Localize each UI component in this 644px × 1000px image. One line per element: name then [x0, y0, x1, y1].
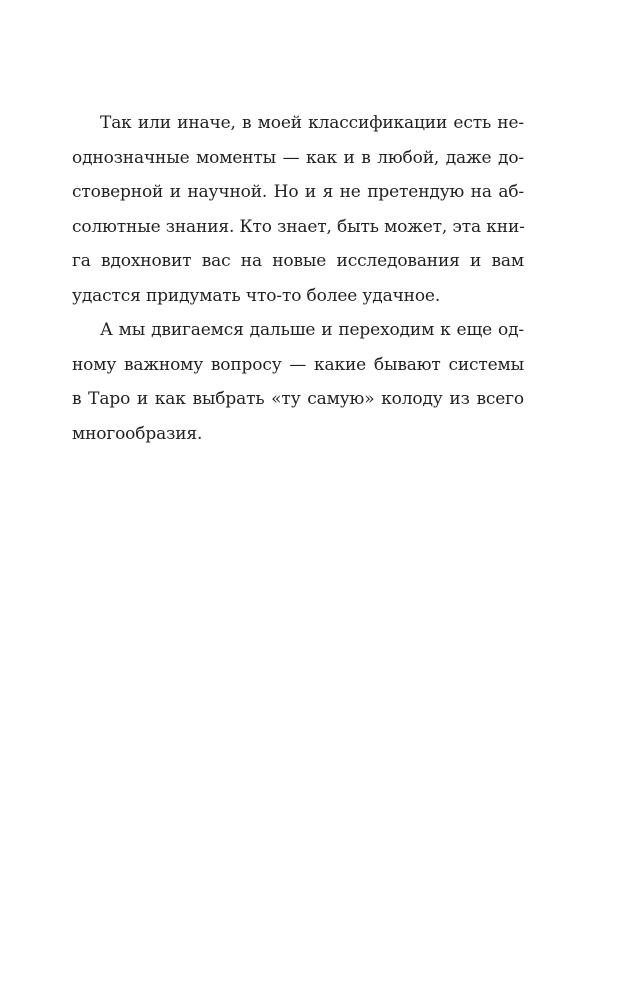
text-line: ному важному вопросу — какие бывают системы	[72, 354, 524, 375]
text-line: солютные знания. Кто знает, быть может, эта кни-	[72, 216, 525, 237]
text-line: в Таро и как выбрать «ту самую» колоду из всего	[72, 389, 524, 409]
text-line: удастся придумать что-то более удачное.	[72, 285, 441, 306]
text-line: Так или иначе, в моей классификации есть не-	[100, 113, 524, 133]
paragraph-2	[72, 313, 524, 451]
text-line: А мы двигаемся дальше и переходим к еще од-	[100, 320, 524, 340]
paragraph-1	[72, 106, 524, 313]
text-line: га вдохновит вас на новые исследования и вам	[72, 251, 524, 271]
text-line: стоверной и научной. Но и я не претендую на аб-	[72, 182, 524, 202]
text-line: однозначные моменты — как и в любой, даже до-	[72, 147, 524, 168]
text-line: многообразия.	[72, 423, 203, 444]
body-text	[72, 106, 524, 451]
